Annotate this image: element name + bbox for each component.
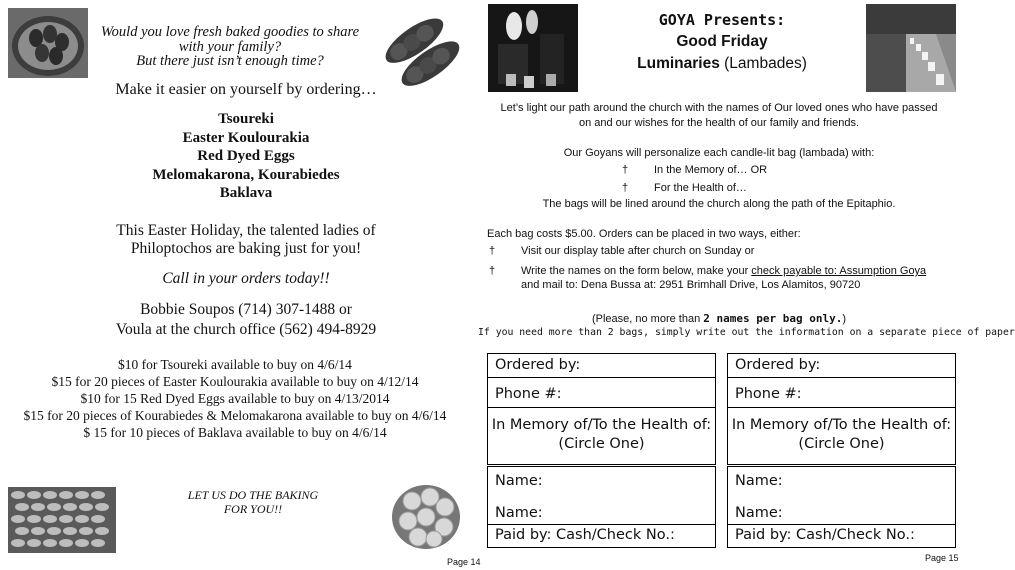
contact-info — [8, 300, 484, 340]
form-divider — [727, 524, 956, 525]
form-divider — [727, 407, 956, 408]
price-item: $ 15 for 10 pieces of Baklava available to buy on 4/6/14 — [83, 425, 387, 440]
option-label: For the Health of… — [654, 182, 747, 194]
order-way-1 — [489, 245, 754, 257]
paid-by-field[interactable]: Paid by: Cash/Check No.: — [495, 527, 675, 543]
ordered-by-field[interactable]: Ordered by: — [735, 357, 821, 373]
baking-line: FOR YOU!! — [223, 501, 283, 516]
para-line: on and our wishes for the health of our family and friends. — [578, 116, 860, 129]
make-it-easier-text: Make it easier on yourself by ordering… — [115, 81, 377, 98]
circle-one-label: (Circle One) — [558, 436, 645, 452]
form-divider — [487, 407, 716, 408]
personalize-text: Our Goyans will personalize each candle-lit bag (lambada) with: — [563, 147, 875, 159]
cost-text: Each bag costs $5.00. Orders can be placed in two ways, either: — [487, 228, 801, 240]
call-in-text: Call in your orders today!! — [162, 270, 330, 287]
check-payable-text: check payable to: Assumption Goya — [751, 265, 927, 277]
name-field-1[interactable]: Name: — [735, 473, 783, 489]
product-list — [8, 110, 484, 203]
memory-label: In Memory of/To the Health of: — [491, 417, 712, 433]
more-bags-text: If you need more than 2 bags, simply write out the information on a separate piece of paper — [478, 327, 1015, 338]
luminaries-path-photo — [866, 4, 956, 92]
product-item: Baklava — [219, 185, 273, 201]
cross-icon: † — [622, 182, 629, 194]
intro-line: But there just isn’t enough time? — [136, 53, 324, 69]
title-line: Good Friday — [676, 33, 768, 50]
candle-night-photo — [488, 4, 578, 92]
intro-text — [90, 25, 370, 69]
circle-one-label: (Circle One) — [798, 436, 885, 452]
limit-part: (Please, no more than — [591, 313, 704, 325]
cookies-tray-photo — [8, 487, 116, 553]
cookie-plate-photo — [390, 477, 462, 553]
page-number-right: Page 15 — [925, 553, 959, 563]
phone-field[interactable]: Phone #: — [495, 386, 562, 402]
title-line: GOYA Presents: — [658, 11, 786, 29]
option-health — [622, 182, 747, 194]
name-field-1[interactable]: Name: — [495, 473, 543, 489]
intro-line: with your family? — [178, 38, 282, 55]
memory-label: In Memory of/To the Health of: — [731, 417, 952, 433]
para-line: Let’s light our path around the church with the names of Our loved ones who have passed — [500, 102, 938, 114]
limit-text — [478, 312, 960, 325]
limit-part: ) — [842, 313, 847, 325]
name-field-2[interactable]: Name: — [495, 505, 543, 521]
intro-line: Would you love fresh baked goodies to share — [100, 24, 360, 40]
order-way-2 — [489, 264, 926, 279]
cross-icon: † — [489, 245, 496, 257]
way-label: Write the names on the form below, make your — [521, 265, 752, 277]
holiday-text — [8, 222, 484, 258]
holiday-line: This Easter Holiday, the talented ladies of — [116, 222, 376, 239]
form-divider — [487, 524, 716, 525]
option-label: In the Memory of… OR — [654, 164, 768, 176]
contact-line: Bobbie Soupos (714) 307-1488 or — [140, 301, 352, 318]
baking-line: LET US DO THE BAKING — [187, 488, 319, 502]
cross-icon: † — [622, 164, 629, 176]
baking-slogan — [140, 489, 366, 516]
memory-health-field[interactable] — [727, 416, 956, 454]
holiday-line: Philoptochos are baking just for you! — [130, 240, 362, 257]
page-number-left: Page 14 — [447, 557, 481, 567]
product-item: Melomakarona, Kourabiedes — [152, 166, 340, 183]
price-item: $10 for 15 Red Dyed Eggs available to buy on 4/13/2014 — [80, 391, 390, 406]
lined-around-text: The bags will be lined around the church along the path of the Epitaphio. — [542, 198, 896, 210]
option-memory — [622, 164, 767, 176]
way-label: Visit our display table after church on Sunday or — [521, 245, 755, 257]
product-item: Red Dyed Eggs — [197, 148, 295, 164]
product-item: Tsoureki — [218, 111, 274, 127]
phone-field[interactable]: Phone #: — [735, 386, 802, 402]
eggs-basket-photo — [8, 8, 88, 78]
title-line — [578, 53, 866, 75]
contact-line: Voula at the church office (562) 494-8929 — [115, 321, 377, 338]
cross-icon: † — [489, 265, 496, 277]
price-list — [8, 356, 462, 441]
ordered-by-field[interactable]: Ordered by: — [495, 357, 581, 373]
title-luminaries: Luminaries — [637, 55, 720, 72]
product-item: Easter Koulourakia — [182, 129, 310, 146]
intro-paragraph — [478, 101, 960, 130]
price-item: $15 for 20 pieces of Kourabiedes & Melomakarona available to buy on 4/6/14 — [23, 408, 447, 423]
mail-address-text: and mail to: Dena Bussa at: 2951 Brimhall Drive, Los Alamitos, 90720 — [521, 279, 861, 291]
form-divider — [487, 377, 716, 378]
memory-health-field[interactable] — [487, 416, 716, 454]
form-divider — [727, 377, 956, 378]
limit-bold: 2 names per bag only. — [703, 312, 843, 325]
title-lambades: (Lambades) — [719, 55, 807, 72]
paid-by-field[interactable]: Paid by: Cash/Check No.: — [735, 527, 915, 543]
price-item: $10 for Tsoureki available to buy on 4/6/14 — [118, 357, 352, 372]
name-field-2[interactable]: Name: — [735, 505, 783, 521]
price-item: $15 for 20 pieces of Easter Koulourakia available to buy on 4/12/14 — [51, 374, 419, 389]
goya-title — [578, 9, 866, 75]
